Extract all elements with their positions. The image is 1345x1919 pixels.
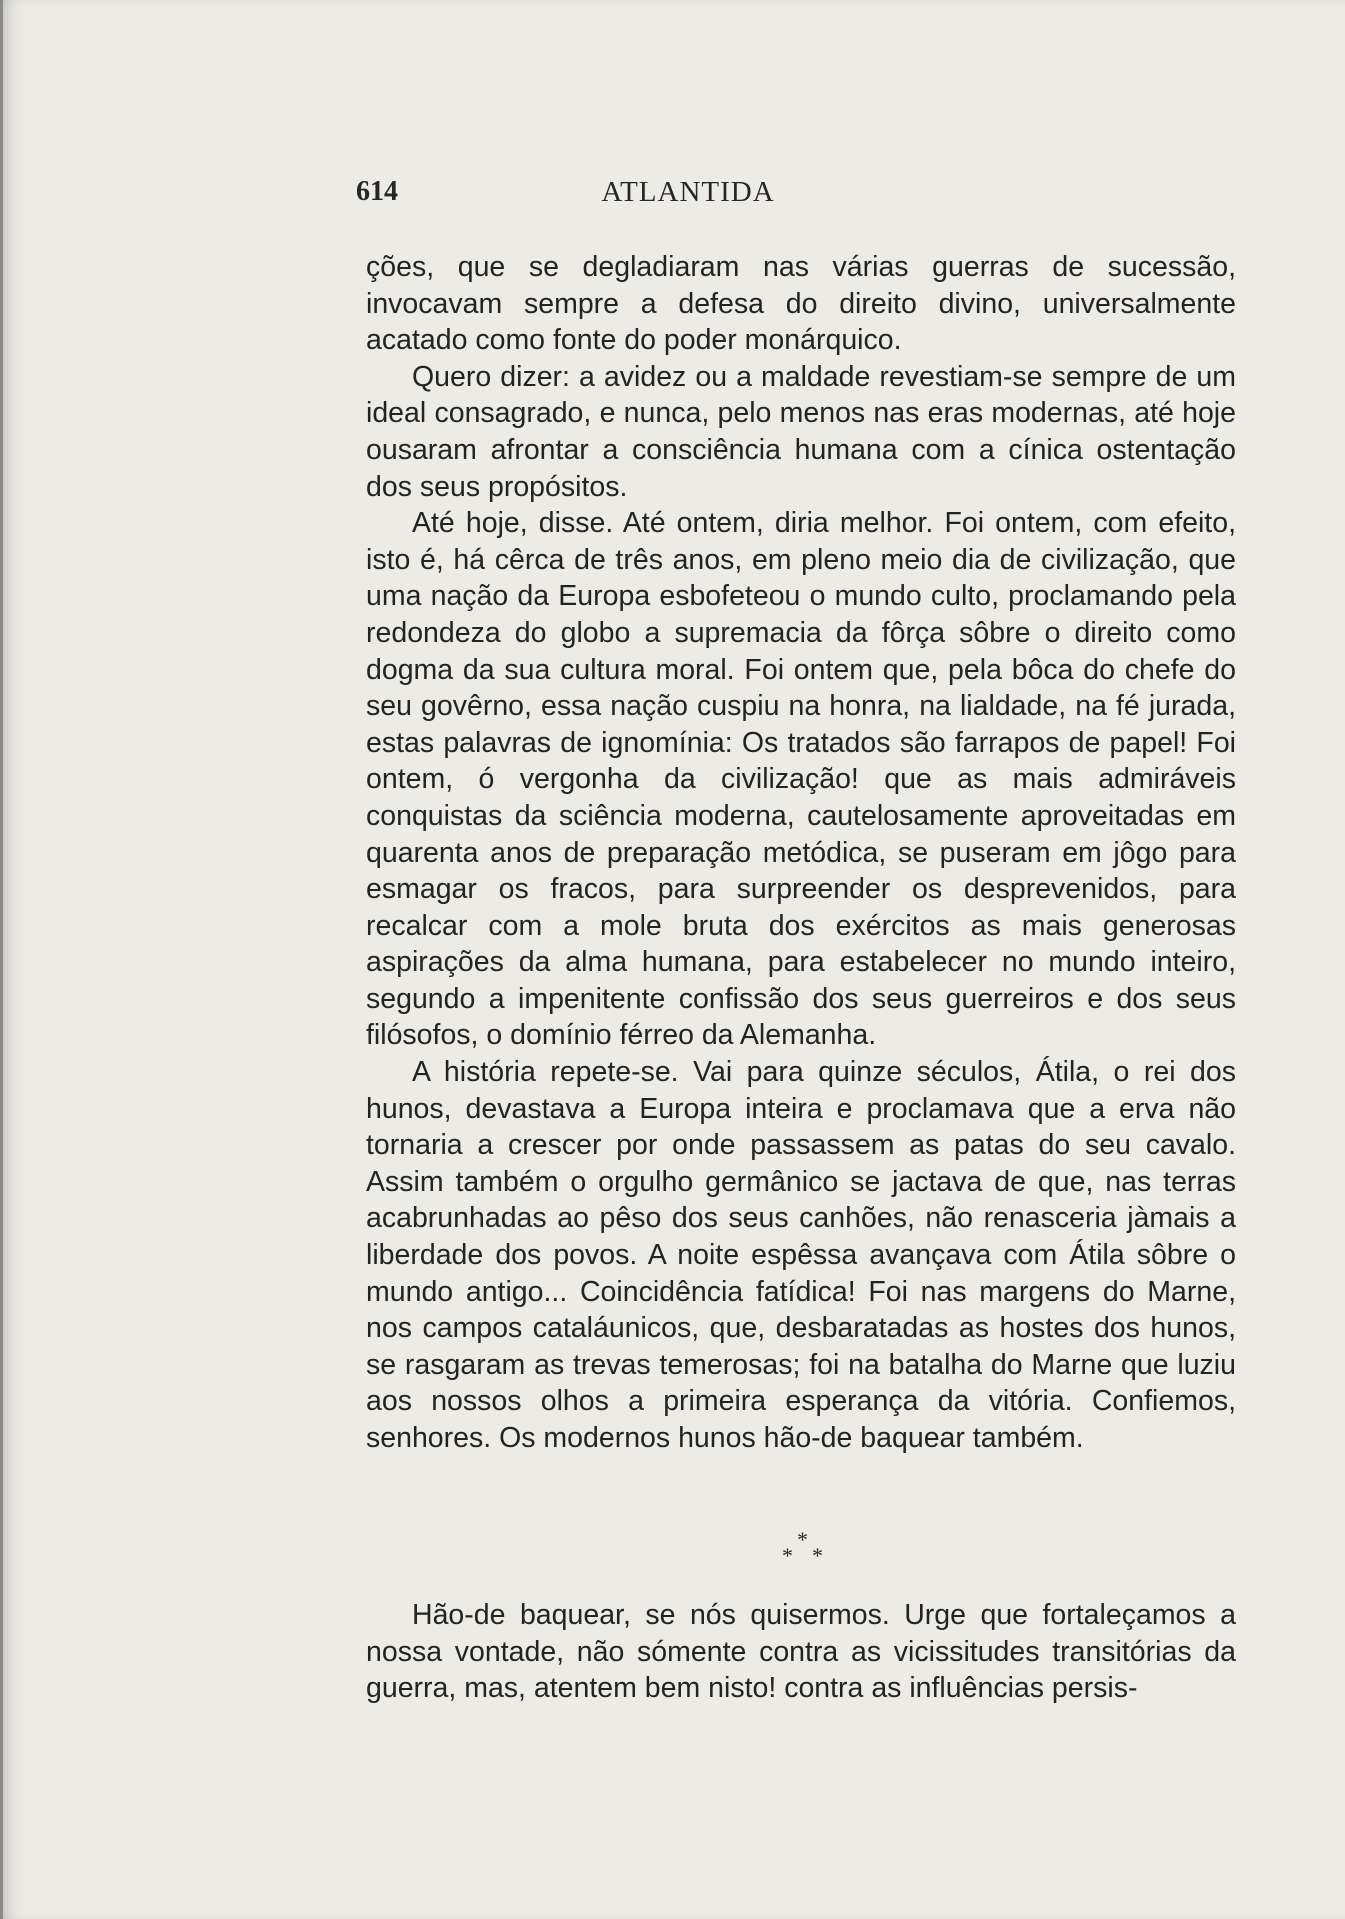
main-text xyxy=(366,249,1236,1457)
section-text xyxy=(366,1597,1236,1707)
paragraph: Até hoje, disse. Até ontem, diria melhor. Foi ontem, com efeito, isto é, há cêrca de três anos, em pleno meio dia de civilização, que uma nação da Europa esbofeteou o mundo culto, proclamando pela redondeza do globo a supremacia da fôrça sôbre o direito como dogma da sua cultura moral. Foi ontem que, pela bôca do chefe do seu govêrno, essa nação cuspiu na honra, na lialdade, na fé jurada, estas palavras de ignomínia: Os tratados são farrapos de papel! Foi ontem, ó vergonha da civilização! que as mais admiráveis conquistas da sciência moderna, cautelosamente aproveitadas em quarenta anos de preparação metódica, se puseram em jôgo para esmagar os fracos, para surpreender os desprevenidos, para recalcar com a mole bruta dos exércitos as mais generosas aspirações da alma humana, para estabelecer no mundo inteiro, segundo a impenitente confissão dos seus guerreiros e dos seus filósofos, o domínio férreo da Alemanha. xyxy=(366,507,1236,1052)
running-title: ATLANTIDA xyxy=(601,176,775,208)
page-number: 614 xyxy=(356,176,398,207)
paragraph: Hão-de baquear, se nós quisermos. Urge que fortaleçamos a nossa vontade, não sómente contra as vicissitudes transitórias da guerra, mas, atentem bem nisto! contra as influências persis- xyxy=(366,1599,1236,1705)
paragraph: Quero dizer: a avidez ou a maldade revestiam-se sempre de um ideal consagrado, e nunca, pelo menos nas eras modernas, até hoje ousaram afrontar a consciência humana com a cínica ostentação dos seus propósitos. xyxy=(366,360,1236,503)
asterisk: * xyxy=(797,1527,808,1552)
page-edge xyxy=(0,0,3,1919)
asterisk: * xyxy=(782,1543,793,1568)
asterisk: * xyxy=(812,1543,823,1568)
paragraph-continuation: ções, que se degladiaram nas várias guerras de sucessão, invocavam sempre a defesa do direito divino, universalmente acatado como fonte do poder monárquico. xyxy=(366,251,1236,357)
paragraph: A história repete-se. Vai para quinze séculos, Átila, o rei dos hunos, devastava a Europa inteira e proclamava que a erva não tornaria a crescer por onde passassem as patas do seu cavalo. Assim também o orgulho germânico se jactava de que, nas terras acabrunhadas ao pêso dos seus canhões, não renasceria jàmais a liberdade dos povos. A noite espêssa avançava com Átila sôbre o mundo antigo... Coincidência fatídica! Foi nas margens do Marne, nos campos cataláunicos, que, desbaratadas as hostes dos hunos, se rasgaram as trevas temerosas; foi na batalha do Marne que luziu aos nossos olhos a primeira esperança da vitória. Confiemos, senhores. Os modernos hunos hão-de baquear também. xyxy=(366,1056,1236,1454)
section-asterism xyxy=(782,1527,832,1567)
page-header xyxy=(356,176,1020,220)
